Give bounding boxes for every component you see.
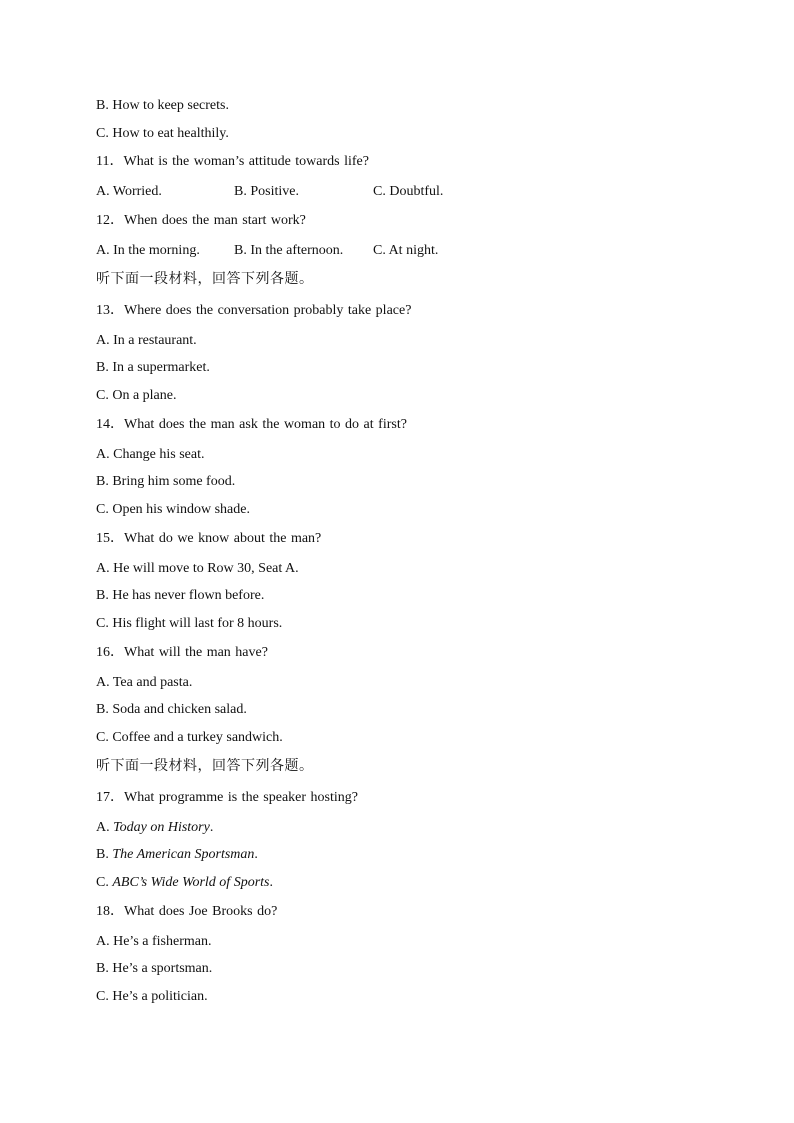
q13-option-c: C. On a plane. [96, 388, 177, 403]
q17-option-a [96, 819, 213, 837]
q11-option-b: B. Positive. [234, 184, 299, 199]
q13-option-a: A. In a restaurant. [96, 333, 197, 348]
question-14: 14．What does the man ask the woman to do at first? [96, 417, 407, 432]
q14-option-b: B. Bring him some food. [96, 474, 236, 489]
q17-option-c [96, 874, 273, 892]
q17-option-b [96, 846, 258, 864]
q17-option-a-letter: A. [96, 820, 114, 835]
q17-option-a-title: Today on History [113, 820, 210, 835]
q11-option-c: C. Doubtful. [373, 184, 444, 199]
q17-option-b-letter: B. [96, 847, 113, 862]
question-18: 18．What does Joe Brooks do? [96, 904, 278, 919]
q15-option-a: A. He will move to Row 30, Seat A. [96, 561, 299, 576]
q17-option-b-title: The American Sportsman [112, 847, 255, 862]
q17-option-c-period: . [269, 875, 273, 890]
q12-option-a: A. In the morning. [96, 243, 200, 258]
q16-option-c: C. Coffee and a turkey sandwich. [96, 730, 283, 745]
q18-option-c: C. He’s a politician. [96, 989, 208, 1004]
section-instruction-2: 听下面一段材料，回答下列各题。 [96, 758, 314, 774]
q14-option-a: A. Change his seat. [96, 447, 205, 462]
q17-option-c-title: ABC’s Wide World of Sports [112, 875, 270, 890]
question-17: 17．What programme is the speaker hosting? [96, 790, 358, 805]
question-13: 13．Where does the conversation probably take place? [96, 303, 412, 318]
q10-option-c: C. How to eat healthily. [96, 126, 229, 141]
q17-option-c-letter: C. [96, 875, 113, 890]
question-16: 16．What will the man have? [96, 645, 268, 660]
q17-option-a-period: . [209, 820, 214, 835]
question-15: 15．What do we know about the man? [96, 531, 322, 546]
q16-option-a: A. Tea and pasta. [96, 675, 193, 690]
q14-option-c: C. Open his window shade. [96, 502, 250, 517]
q10-option-b: B. How to keep secrets. [96, 98, 229, 113]
q13-option-b: B. In a supermarket. [96, 360, 210, 375]
question-12: 12．When does the man start work? [96, 213, 306, 228]
section-instruction-1: 听下面一段材料，回答下列各题。 [96, 271, 314, 287]
q18-option-a: A. He’s a fisherman. [96, 934, 212, 949]
q18-option-b: B. He’s a sportsman. [96, 961, 213, 976]
q12-option-c: C. At night. [373, 243, 439, 258]
q12-option-b: B. In the afternoon. [234, 243, 344, 258]
q11-option-a: A. Worried. [96, 184, 162, 199]
q15-option-c: C. His flight will last for 8 hours. [96, 616, 283, 631]
question-11: 11．What is the woman’s attitude towards life? [96, 154, 369, 169]
q17-option-b-period: . [254, 847, 258, 862]
q15-option-b: B. He has never flown before. [96, 588, 265, 603]
q16-option-b: B. Soda and chicken salad. [96, 702, 247, 717]
